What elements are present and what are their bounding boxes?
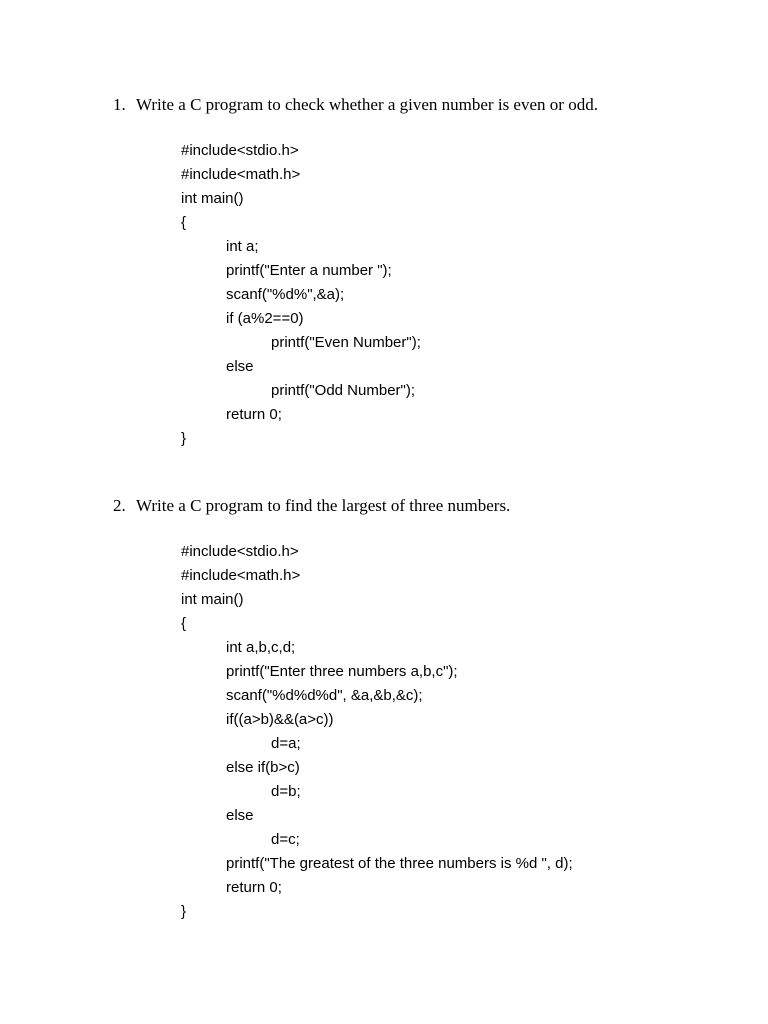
question-number: 1. — [113, 95, 126, 114]
question-1-heading — [113, 95, 598, 115]
code-block-2 — [181, 540, 573, 924]
question-title: Write a C program to find the largest of three numbers. — [136, 496, 511, 515]
code-line: d=b; — [271, 783, 301, 800]
code-line: else — [226, 358, 254, 375]
code-line: printf("The greatest of the three numbers is %d ", d); — [226, 855, 573, 872]
code-line: } — [181, 903, 187, 920]
code-line: d=c; — [271, 831, 300, 848]
code-line: scanf("%d%d%d", &a,&b,&c); — [226, 687, 423, 704]
code-line: if (a%2==0) — [226, 310, 304, 327]
question-title: Write a C program to check whether a given number is even or odd. — [136, 95, 598, 114]
code-line: { — [181, 214, 187, 231]
code-line: #include<stdio.h> — [181, 543, 299, 560]
code-line: return 0; — [226, 879, 282, 896]
code-line: #include<math.h> — [181, 166, 301, 183]
code-line: if((a>b)&&(a>c)) — [226, 711, 334, 728]
code-line: #include<stdio.h> — [181, 142, 299, 159]
code-line: d=a; — [271, 735, 301, 752]
code-line: else if(b>c) — [226, 759, 300, 776]
code-line: } — [181, 430, 187, 447]
code-line: printf("Enter three numbers a,b,c"); — [226, 663, 458, 680]
code-line: { — [181, 615, 187, 632]
code-line: printf("Enter a number "); — [226, 262, 392, 279]
code-line: int a,b,c,d; — [226, 639, 296, 656]
code-line: printf("Even Number"); — [271, 334, 421, 351]
question-2-heading — [113, 496, 510, 516]
code-block-1 — [181, 139, 421, 451]
code-line: return 0; — [226, 406, 282, 423]
code-line: scanf("%d%",&a); — [226, 286, 345, 303]
question-number: 2. — [113, 496, 126, 515]
code-line: int main() — [181, 591, 244, 608]
code-line: printf("Odd Number"); — [271, 382, 416, 399]
code-line: else — [226, 807, 254, 824]
code-line: int a; — [226, 238, 259, 255]
code-line: #include<math.h> — [181, 567, 301, 584]
code-line: int main() — [181, 190, 244, 207]
